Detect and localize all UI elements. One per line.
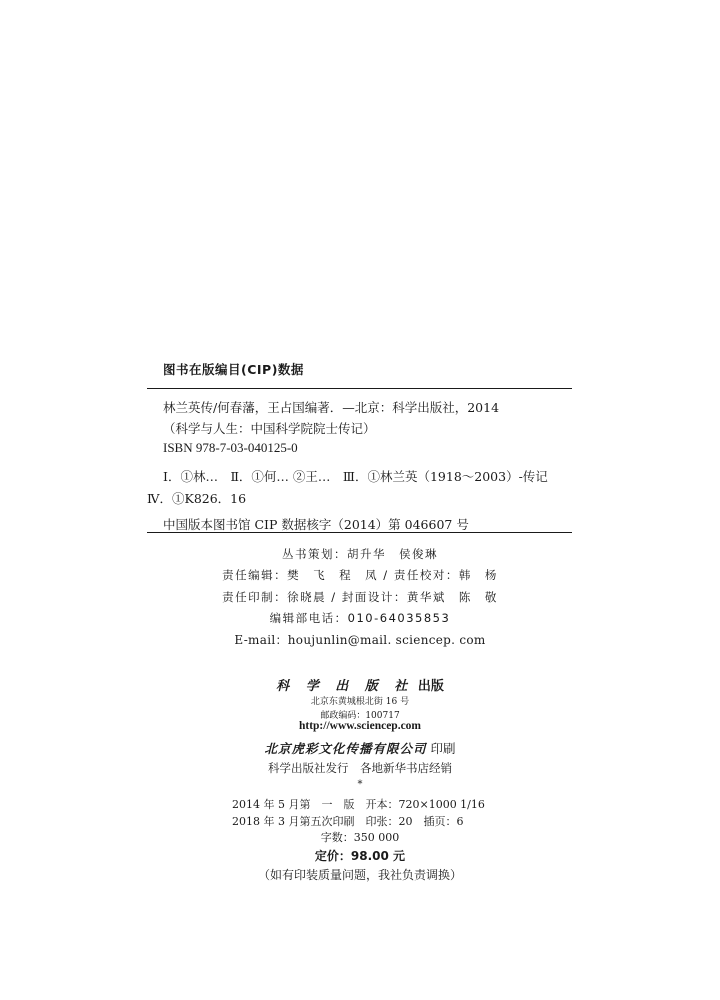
publisher-suffix: 出版 — [417, 679, 444, 694]
print-design-line: 责任印制：徐晓晨 / 封面设计：黄华斌 陈 敬 — [222, 590, 498, 604]
editors-line: 责任编辑：樊 飞 程 凤 / 责任校对：韩 杨 — [222, 568, 498, 582]
publisher-line — [0, 675, 720, 694]
distribution-line: 科学出版社发行 各地新华书店经销 — [268, 761, 452, 775]
quality-note: （如有印装质量问题，我社负责调换） — [257, 868, 462, 882]
cip-line-classification: Ⅳ．①K826．16 — [147, 491, 247, 506]
cip-heading: 图书在版编目(CIP)数据 — [163, 362, 304, 377]
editorial-email: E-mail：houjunlin@mail. sciencep. com — [234, 633, 486, 647]
printer-line — [0, 739, 720, 757]
cip-line-series: （科学与人生：中国科学院院士传记） — [163, 421, 376, 436]
publisher-url: http://www.sciencep.com — [298, 720, 421, 732]
separator-star: * — [357, 779, 363, 790]
cip-line-subjects: Ⅰ．①林… Ⅱ．①何… ②王… Ⅲ．①林兰英（1918～2003）-传记 — [163, 469, 548, 484]
edition-line: 2014 年 5 月第 一 版 开本：720×1000 1/16 — [232, 798, 485, 811]
cip-line-title-author: 林兰英传/何春藩，王占国编著．—北京：科学出版社，2014 — [163, 400, 500, 415]
editorial-phone: 编辑部电话：010-64035853 — [269, 611, 451, 625]
publisher-name: 科 学 出 版 社 — [276, 679, 414, 694]
word-count: 字数：350 000 — [320, 831, 400, 844]
price: 定价：98.00 元 — [314, 849, 406, 863]
cip-line-isbn: ISBN 978-7-03-040125-0 — [163, 440, 298, 455]
publisher-postcode: 邮政编码：100717 — [320, 711, 400, 721]
series-planning: 丛书策划：胡升华 侯俊琳 — [282, 547, 438, 561]
printer-name: 北京虎彩文化传播有限公司 — [264, 741, 427, 756]
cip-line-record-number: 中国版本图书馆 CIP 数据核字（2014）第 046607 号 — [163, 517, 469, 532]
cip-top-rule — [147, 388, 572, 389]
printer-suffix: 印刷 — [430, 741, 456, 756]
publisher-address: 北京东黄城根北街 16 号 — [310, 697, 410, 707]
cip-bottom-rule — [147, 532, 572, 533]
reprint-line: 2018 年 3 月第五次印刷 印张：20 插页：6 — [232, 815, 464, 828]
